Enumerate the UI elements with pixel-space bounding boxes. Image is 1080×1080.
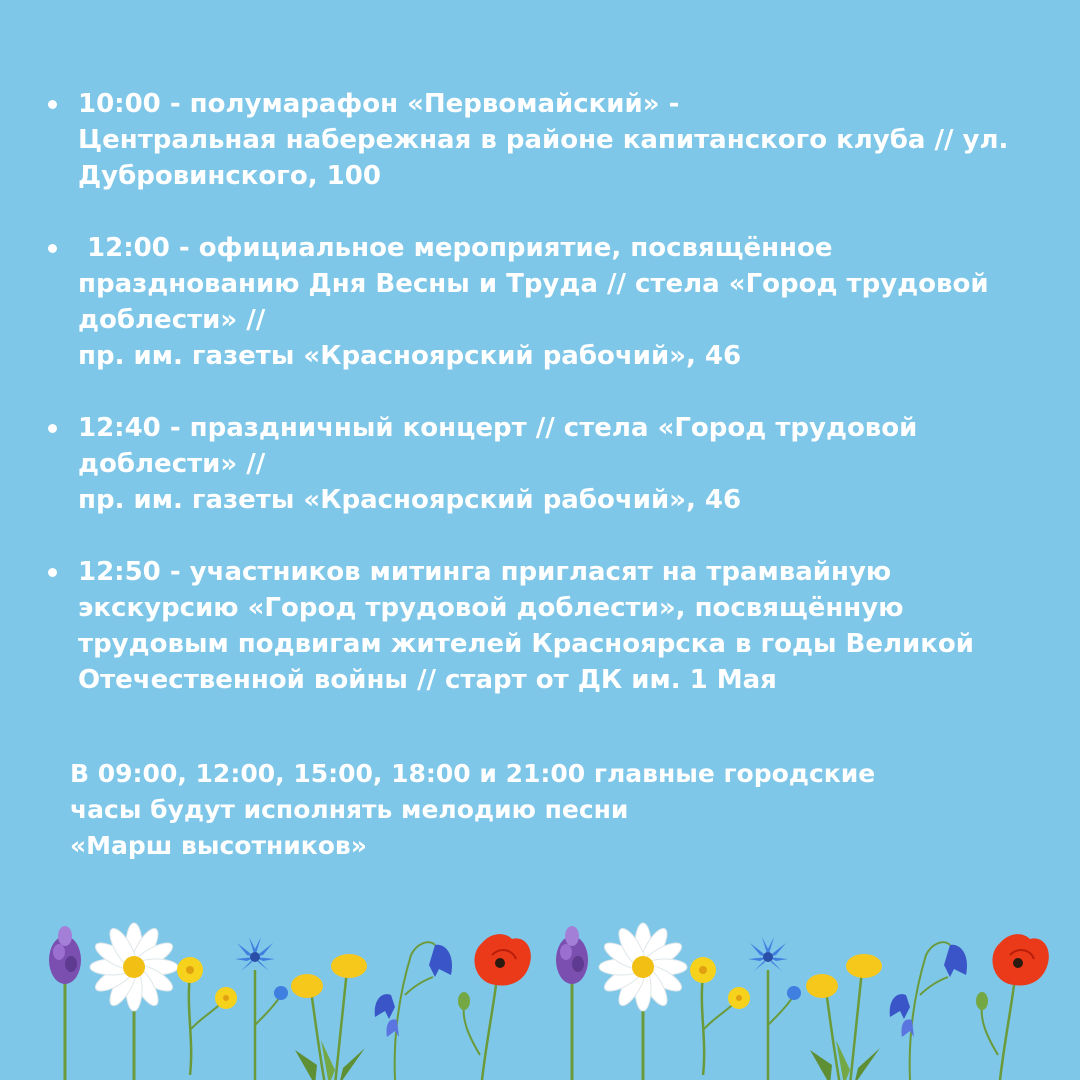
- daisy-icon: [599, 923, 687, 1080]
- event-line: Центральная набережная в районе капитанского клуба // ул.: [78, 125, 1009, 155]
- event-line: 12:00 - официальное мероприятие, посвящённое: [78, 233, 833, 263]
- event-line: Отечественной войны // старт от ДК им. 1 Мая: [78, 665, 777, 695]
- note-line: «Марш высотников»: [70, 831, 367, 860]
- event-line: доблести» //: [78, 449, 266, 479]
- note-line: часы будут исполнять мелодию песни: [70, 795, 629, 824]
- cornflower-icon: [748, 937, 801, 1080]
- cornflower-icon: [235, 937, 288, 1080]
- bullet-icon: [48, 244, 57, 253]
- daisy-icon: [90, 923, 178, 1080]
- flower-border: [0, 920, 1080, 1080]
- event-line: пр. им. газеты «Красноярский рабочий», 46: [78, 485, 742, 515]
- event-line: экскурсию «Город трудовой доблести», посвящённую: [78, 593, 904, 623]
- lavender-flower-icon: [556, 926, 588, 1080]
- schedule-item: [48, 410, 1048, 518]
- event-line: 12:50 - участников митинга пригласят на трамвайную: [78, 557, 892, 587]
- poppy-icon: [458, 934, 531, 1080]
- buttercup-icon: [690, 957, 750, 1075]
- buttercup-icon: [177, 957, 237, 1075]
- schedule-item: [48, 230, 1048, 374]
- event-line: трудовым подвигам жителей Красноярска в годы Великой: [78, 629, 974, 659]
- event-schedule: [48, 86, 1048, 734]
- event-line: 10:00 - полумарафон «Первомайский» -: [78, 89, 680, 119]
- poppy-icon: [976, 934, 1049, 1080]
- clock-melody-note: [70, 756, 1030, 864]
- schedule-item: [48, 554, 1048, 698]
- event-line: пр. им. газеты «Красноярский рабочий», 46: [78, 341, 742, 371]
- event-line: доблести» //: [78, 305, 266, 335]
- event-line: празднованию Дня Весны и Труда // стела «Город трудовой: [78, 269, 989, 299]
- event-line: 12:40 - праздничный концерт // стела «Город трудовой: [78, 413, 918, 443]
- bullet-icon: [48, 424, 57, 433]
- bluebell-icon: [375, 942, 452, 1080]
- dandelion-icon: [806, 954, 882, 1080]
- bluebell-icon: [890, 942, 967, 1080]
- bullet-icon: [48, 100, 57, 109]
- bullet-icon: [48, 568, 57, 577]
- note-line: В 09:00, 12:00, 15:00, 18:00 и 21:00 главные городские: [70, 759, 876, 788]
- event-line: Дубровинского, 100: [78, 161, 381, 191]
- schedule-item: [48, 86, 1048, 194]
- lavender-flower-icon: [49, 926, 81, 1080]
- dandelion-icon: [291, 954, 367, 1080]
